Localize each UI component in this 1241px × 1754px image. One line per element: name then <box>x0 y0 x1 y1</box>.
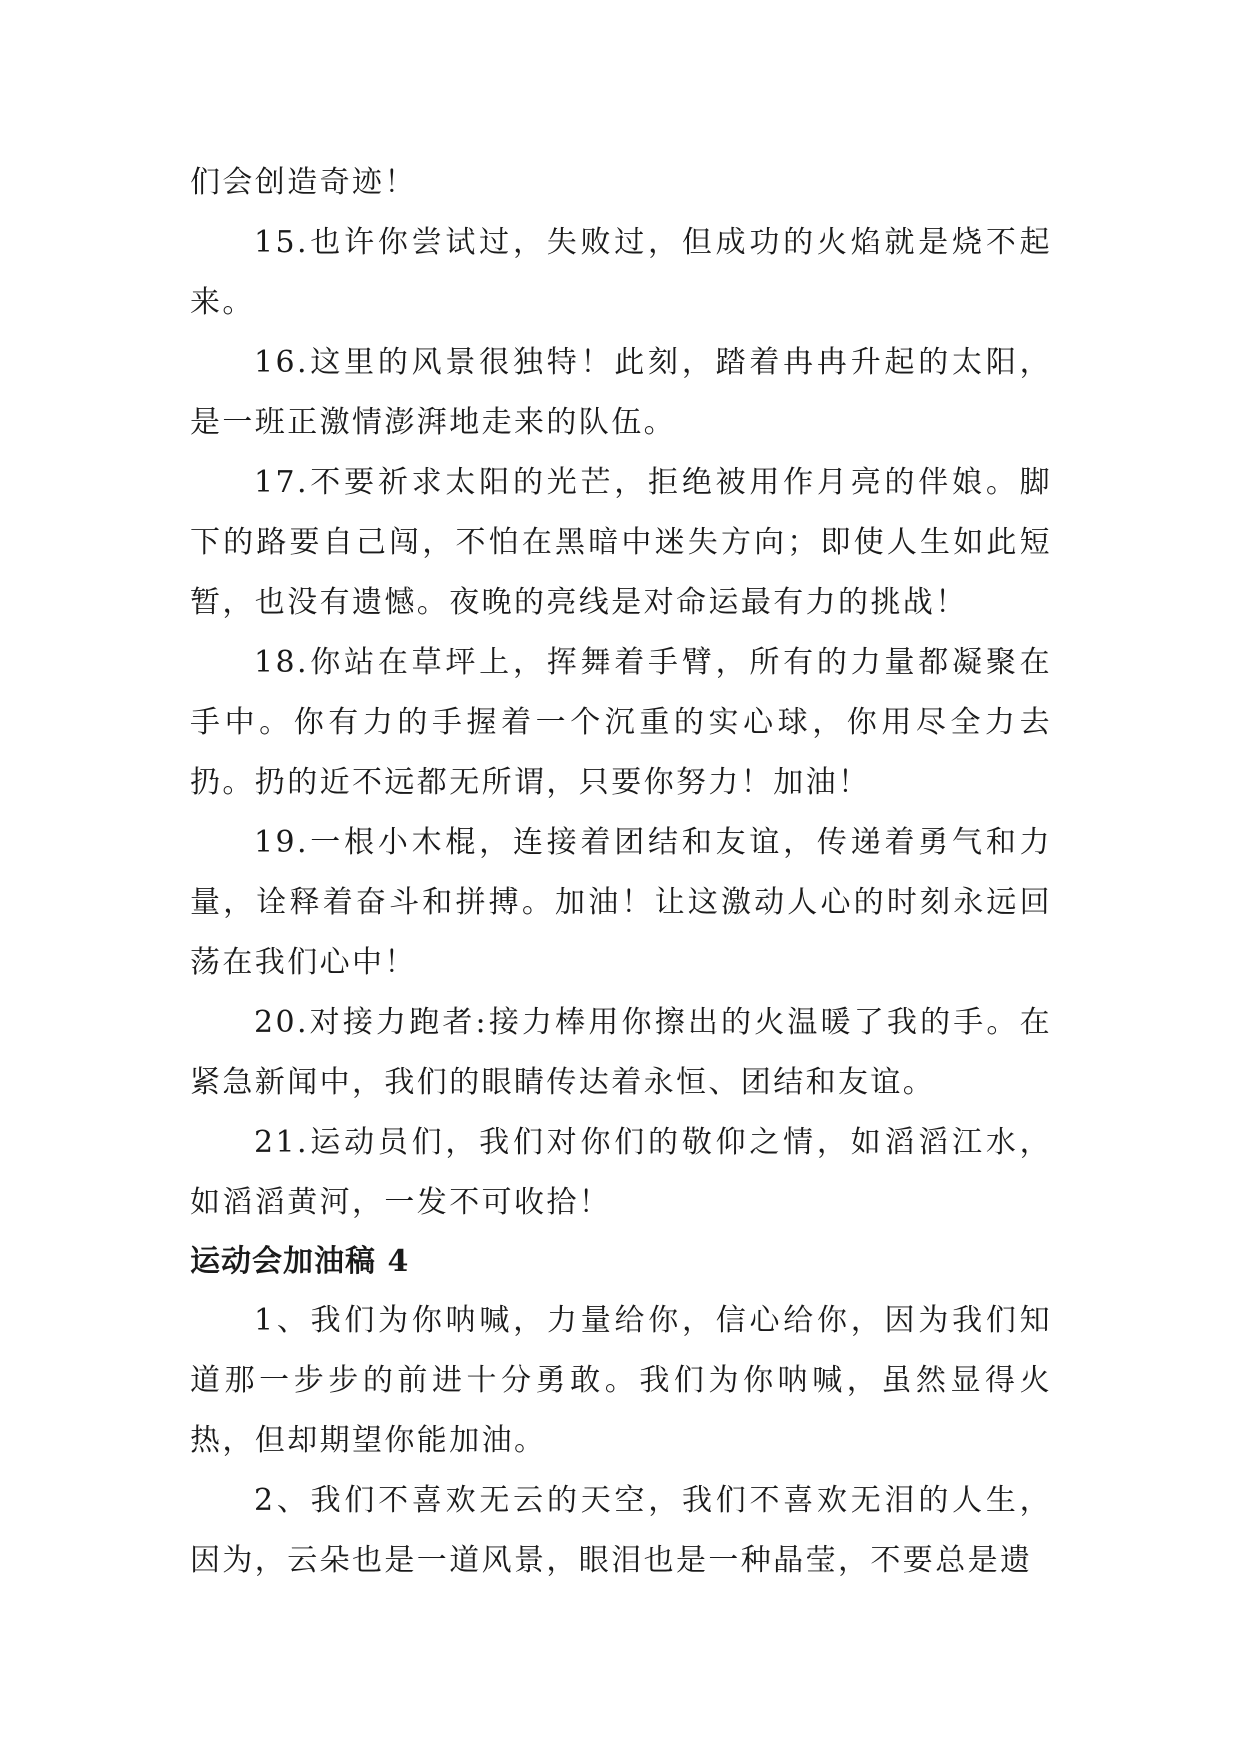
paragraph: 们会创造奇迹！ <box>190 165 417 200</box>
paragraph-item-18: 18.你站在草坪上，挥舞着手臂，所有的力量都凝聚在手中。你有力的手握着一个沉重的实心球，你用尽全力去扔。扔的近不远都无所谓，只要你努力！加油！ <box>190 645 1052 800</box>
paragraph-item-19: 19.一根小木棍，连接着团结和友谊，传递着勇气和力量，诠释着奋斗和拼搏。加油！让这激动人心的时刻永远回荡在我们心中！ <box>190 825 1052 980</box>
paragraph-item-15: 15.也许你尝试过，失败过，但成功的火焰就是烧不起来。 <box>190 225 1052 320</box>
document-body <box>190 153 1052 1591</box>
section-heading: 运动会加油稿 4 <box>190 1244 410 1279</box>
paragraph-item-16: 16.这里的风景很独特！此刻，踏着冉冉升起的太阳，是一班正激情澎湃地走来的队伍。 <box>190 345 1052 440</box>
paragraph-item-17: 17.不要祈求太阳的光芒，拒绝被用作月亮的伴娘。脚下的路要自己闯，不怕在黑暗中迷失方向；即使人生如此短暂，也没有遗憾。夜晚的亮线是对命运最有力的挑战！ <box>190 465 1052 620</box>
paragraph-item-21: 21.运动员们，我们对你们的敬仰之情，如滔滔江水，如滔滔黄河，一发不可收拾！ <box>190 1125 1052 1220</box>
paragraph-item-1: 1、我们为你呐喊，力量给你，信心给你，因为我们知道那一步步的前进十分勇敢。我们为你呐喊，虽然显得火热，但却期望你能加油。 <box>190 1303 1052 1458</box>
paragraph-item-2: 2、我们不喜欢无云的天空，我们不喜欢无泪的人生，因为，云朵也是一道风景，眼泪也是一种晶莹，不要总是遗 <box>190 1483 1052 1578</box>
paragraph-item-20: 20.对接力跑者:接力棒用你擦出的火温暖了我的手。在紧急新闻中，我们的眼睛传达着永恒、团结和友谊。 <box>190 1005 1052 1100</box>
